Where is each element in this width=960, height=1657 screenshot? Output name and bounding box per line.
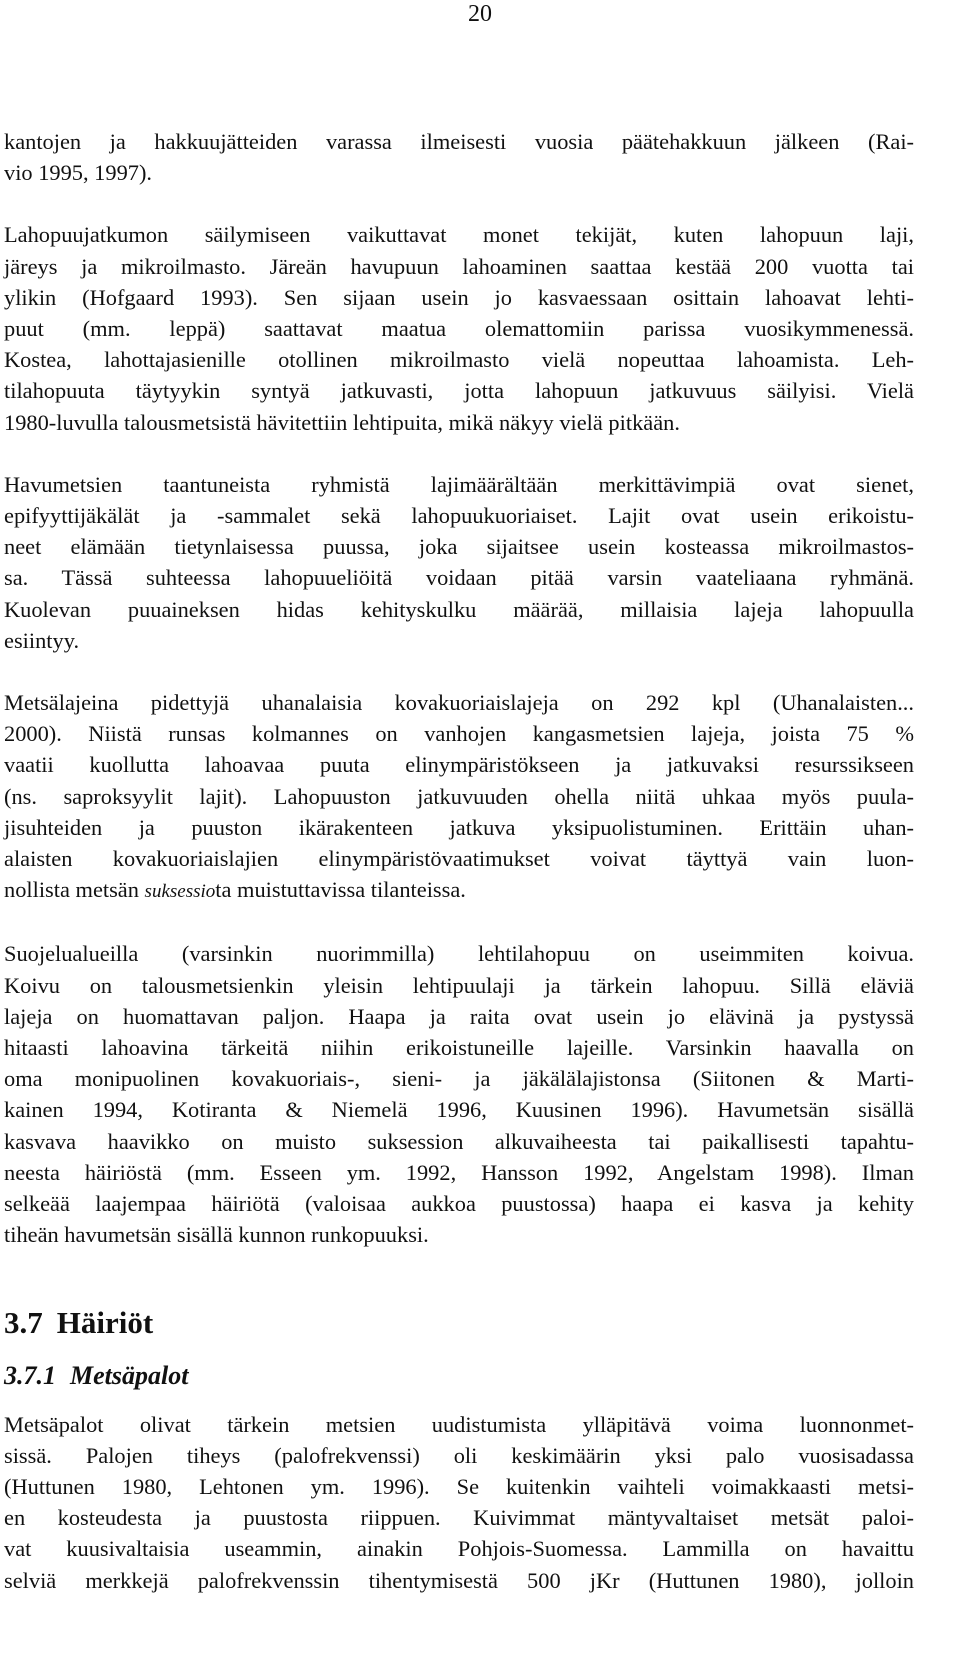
text-line: Kuolevan puuaineksen hidas kehityskulku määrää, millaisia lajeja lahopuulla xyxy=(4,596,914,622)
paragraph-havumetsien-ryhmat xyxy=(4,469,914,656)
page-number: 20 xyxy=(468,1,492,27)
section-heading xyxy=(4,1303,914,1343)
text-line: (ns. saproksyylit lajit). Lahopuuston jatkuvuuden ohella niitä uhkaa myös puula- xyxy=(4,783,914,809)
text-line: puut (mm. leppä) saattavat maatua olemattomiin parissa vuosikymmenessä. xyxy=(4,316,914,342)
text-line xyxy=(4,874,914,907)
paragraph-continuation xyxy=(4,126,914,188)
text-line: lajeja on huomattavan paljon. Haapa ja raita ovat usein jo elävinä ja pystyssä xyxy=(4,1003,914,1029)
text-line: Havumetsien taantuneista ryhmistä lajimäärältään merkittävimpiä ovat sienet, xyxy=(4,471,914,497)
subsection-title: Metsäpalot xyxy=(70,1360,189,1390)
text-line: 2000). Niistä runsas kolmannes on vanhojen kangasmetsien lajeja, joista 75 % xyxy=(4,721,914,747)
text-line: tilahopuuta täytyykin syntyä jatkuvasti, jotta lahopuun jatkuvuus säilyisi. Vielä xyxy=(4,378,914,404)
paragraph-kovakuoriaislajit xyxy=(4,687,914,907)
text-line: ylikin (Hofgaard 1993). Sen sijaan usein jo kasvaessaan osittain lahoavat lehti- xyxy=(4,284,914,310)
text-line: en kosteudesta ja puustosta riippuen. Kuivimmat mäntyvaltaiset metsät paloi- xyxy=(4,1505,914,1531)
text-line: epifyyttijäkälät ja -sammalet sekä lahopuukuoriaiset. Lajit ovat usein erikoistu- xyxy=(4,503,914,529)
text-line: alaisten kovakuoriaislajien elinympäristövaatimukset voivat täyttyä vain luon- xyxy=(4,846,914,872)
text-line: kantojen ja hakkuujätteiden varassa ilmeisesti vuosia päätehakkuun jälkeen (Rai- xyxy=(4,129,914,154)
text-line: esiintyy. xyxy=(4,627,80,653)
text-line: sissä. Palojen tiheys (palofrekvenssi) oli keskimäärin yksi palo vuosisadassa xyxy=(4,1442,914,1468)
paragraph-metsapalot xyxy=(4,1409,914,1596)
subsection-heading xyxy=(4,1359,914,1393)
subsection-number: 3.7.1 xyxy=(4,1360,56,1390)
text-line: 1980-luvulla talousmetsistä hävitettiin lehtipuita, mikä näkyy vielä pitkään. xyxy=(4,409,680,435)
paragraph-suojelualueet xyxy=(4,938,914,1250)
text-line: Lahopuujatkumon säilymiseen vaikuttavat monet tekijät, kuten lahopuun laji, xyxy=(4,222,914,248)
text-line: sa. Tässä suhteessa lahopuueliöitä voidaan pitää varsin vaateliaana ryhmänä. xyxy=(4,565,914,591)
text-line: jisuhteiden ja puuston ikärakenteen jatkuva yksipuolistuminen. Erittäin uhan- xyxy=(4,814,914,840)
text-line: järeys ja mikroilmasto. Järeän havupuun lahoaminen saattaa kestää 200 vuotta tai xyxy=(4,253,914,279)
text-line: selkeää laajempaa häiriötä (valoisaa aukkoa puustossa) haapa ei kasva ja kehity xyxy=(4,1191,914,1217)
text-fragment: ta muistuttavissa tilanteissa. xyxy=(215,877,466,903)
page-body xyxy=(4,126,914,1596)
text-line: Kostea, lahottajasienille otollinen mikroilmasto vielä nopeuttaa lahoamista. Leh- xyxy=(4,347,914,373)
text-line: Koivu on talousmetsienkin yleisin lehtipuulaji ja tärkein lahopuu. Sillä eläviä xyxy=(4,972,914,998)
text-line: vio 1995, 1997). xyxy=(4,160,153,186)
text-line: kasvava haavikko on muisto suksession alkuvaiheesta tai paikallisesti tapahtu- xyxy=(4,1128,914,1154)
text-fragment: nollista metsän xyxy=(4,877,145,903)
text-line: vat kuusivaltaisia useammin, ainakin Pohjois-Suomessa. Lammilla on havaittu xyxy=(4,1536,914,1562)
text-line: neet elämään tietynlaisessa puussa, joka sijaitsee usein kosteassa mikroilmastos- xyxy=(4,534,914,560)
text-line: hitaasti lahoavina tärkeitä niihin erikoistuneille lajeille. Varsinkin haavalla on xyxy=(4,1035,914,1061)
text-line: (Huttunen 1980, Lehtonen ym. 1996). Se kuitenkin vaihteli voimakkaasti metsi- xyxy=(4,1473,914,1499)
section-number: 3.7 xyxy=(4,1304,43,1340)
text-line: oma monipuolinen kovakuoriais-, sieni- ja jäkälälajistonsa (Siitonen & Marti- xyxy=(4,1066,914,1092)
italic-term: suksessio xyxy=(144,881,216,903)
text-line: tiheän havumetsän sisällä kunnon runkopuuksi. xyxy=(4,1222,429,1248)
paragraph-lahopuujatkumo xyxy=(4,219,914,437)
text-line: Suojelualueilla (varsinkin nuorimmilla) lehtilahopuu on useimmiten koivua. xyxy=(4,941,914,967)
text-line: vaatii kuollutta lahoavaa puuta elinympäristökseen ja jatkuvaksi resurssikseen xyxy=(4,752,914,778)
text-line: kainen 1994, Kotiranta & Niemelä 1996, Kuusinen 1996). Havumetsän sisällä xyxy=(4,1097,914,1123)
text-line: selviä merkkejä palofrekvenssin tihentymisestä 500 jKr (Huttunen 1980), jolloin xyxy=(4,1567,914,1593)
section-title: Häiriöt xyxy=(56,1304,154,1340)
text-line: Metsäpalot olivat tärkein metsien uudistumista ylläpitävä voima luonnonmet- xyxy=(4,1411,914,1437)
text-line: neesta häiriöstä (mm. Esseen ym. 1992, Hansson 1992, Angelstam 1998). Ilman xyxy=(4,1159,914,1185)
text-line: Metsälajeina pidettyjä uhanalaisia kovakuoriaislajeja on 292 kpl (Uhanalaisten... xyxy=(4,690,914,716)
